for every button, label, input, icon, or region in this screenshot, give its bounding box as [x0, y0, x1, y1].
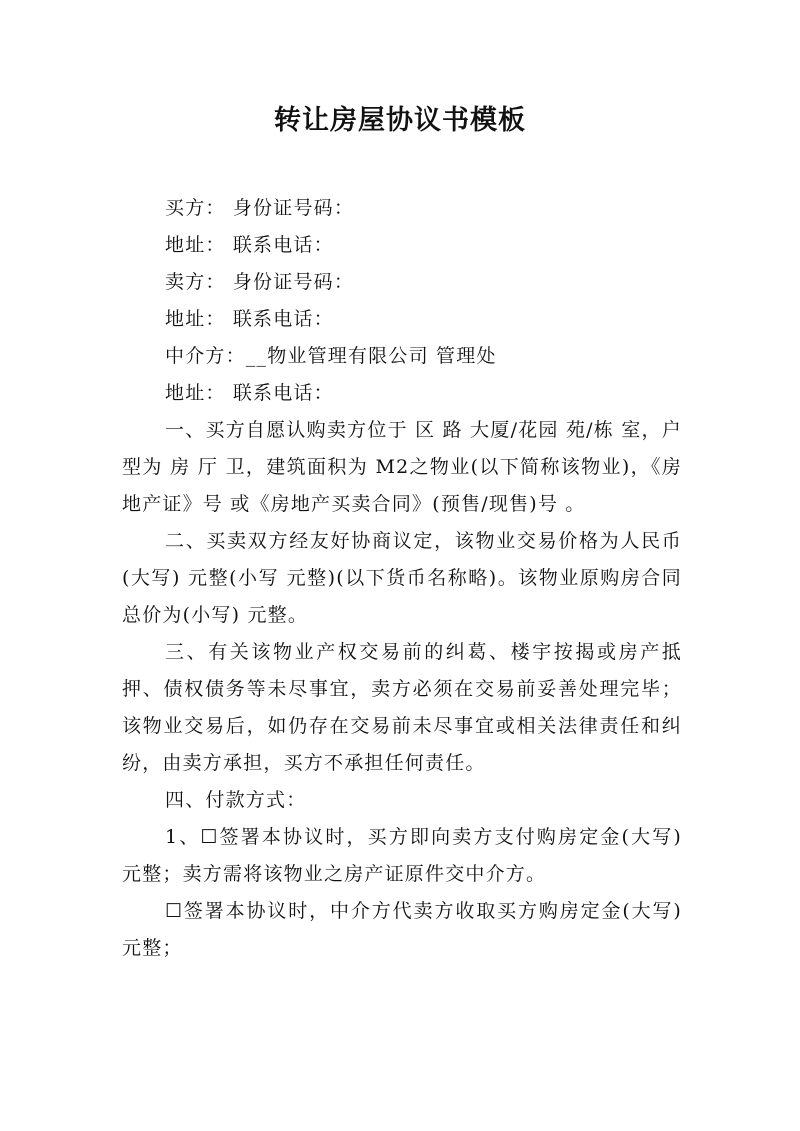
payment-option-2: ☐签署本协议时，中介方代卖方收取买方购房定金(大写) 元整； — [122, 900, 682, 959]
document-body — [122, 190, 682, 967]
document-title: 转让房屋协议书模板 — [274, 105, 526, 136]
clause-payment-heading: 四、付款方式： — [165, 789, 307, 811]
agent-line: 中介方：__物业管理有限公司 管理处 — [165, 345, 497, 367]
clause-liabilities: 三、有关该物业产权交易前的纠葛、楼宇按揭或房产抵押、债权债务等未尽事宜，卖方必须在交易前妥善处理完毕；该物业交易后，如仍存在交易前未尽事宜或相关法律责任和纠纷，由卖方承担，买方不承担任何责任。 — [122, 641, 682, 774]
clause-price: 二、买卖双方经友好协商议定，该物业交易价格为人民币(大写) 元整(小写 元整)(以下货币名称略)。该物业原购房合同总价为(小写) 元整。 — [122, 530, 682, 626]
agent-address-line: 地址： 联系电话： — [165, 382, 334, 404]
seller-address-line: 地址： 联系电话： — [165, 308, 334, 330]
clause-property: 一、买方自愿认购卖方位于 区 路 大厦/花园 苑/栋 室，户型为 房 厅 卫，建筑面积为 M2之物业(以下简称该物业)，《房地产证》号 或《房地产买卖合同》(预售/现售)号 。 — [122, 419, 682, 515]
seller-line: 卖方： 身份证号码： — [165, 271, 355, 293]
buyer-line: 买方： 身份证号码： — [165, 197, 355, 219]
payment-option-1: 1、☐签署本协议时，买方即向卖方支付购房定金(大写) 元整；卖方需将该物业之房产证原件交中介方。 — [122, 826, 682, 885]
buyer-address-line: 地址： 联系电话： — [165, 234, 334, 256]
